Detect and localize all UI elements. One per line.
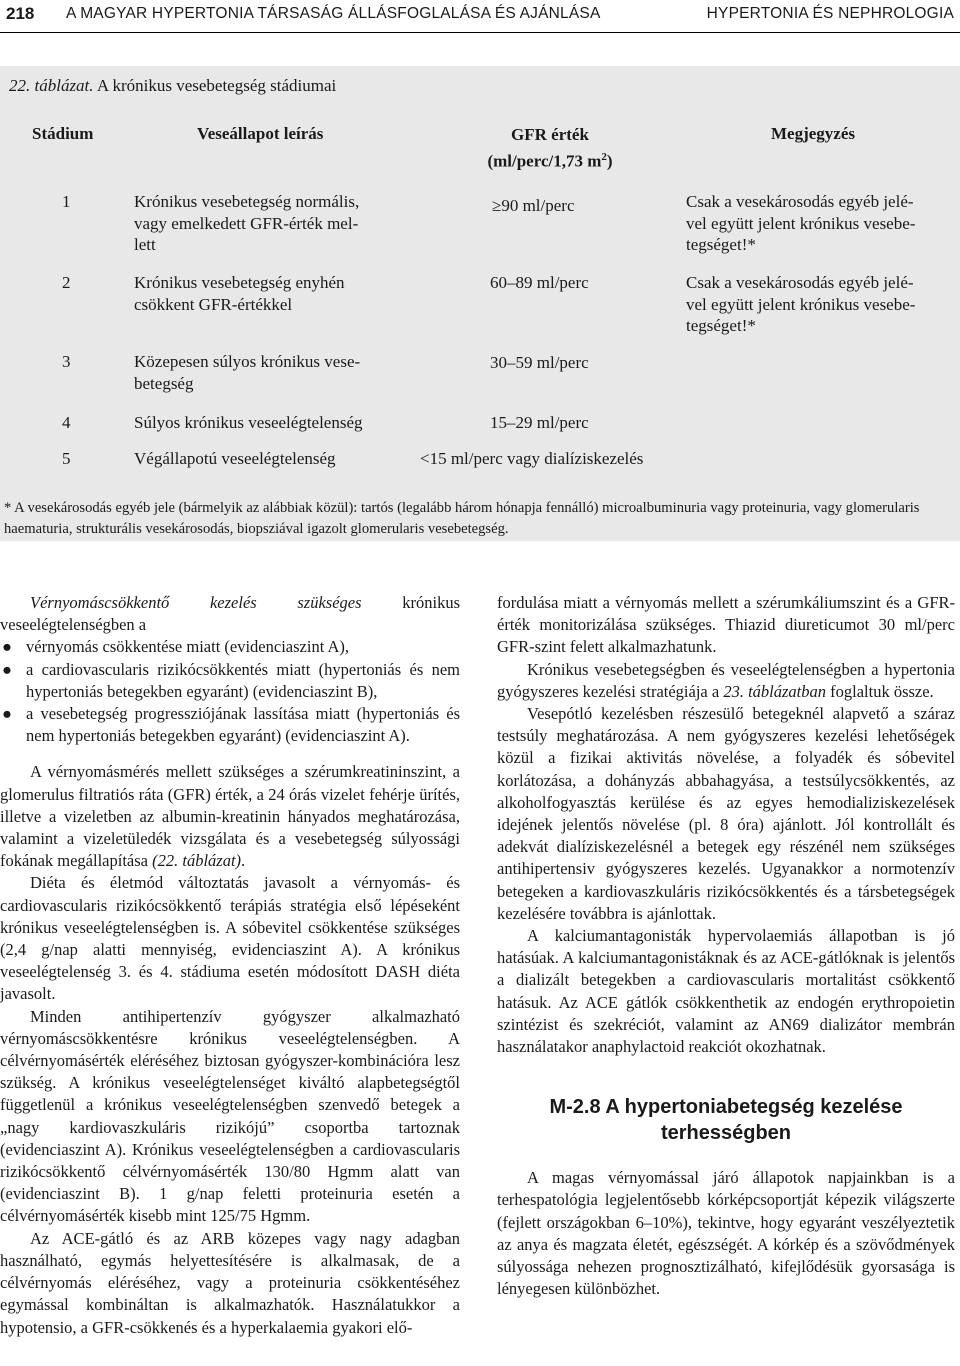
paragraph: Krónikus vesebetegségben és veseelégtelenségben a hypertonia gyógyszeres kezelési stratégiája a 23. táblázatban foglaltuk össze. [497, 659, 955, 701]
row-5-description: Végállapotú veseelégtelenség [134, 449, 336, 468]
row-1-note: Csak a vesekárosodás egyéb jelé- vel együtt jelent krónikus vesebe- tegséget!* [686, 192, 916, 254]
page-number: 218 [6, 4, 35, 23]
paragraph: Minden antihipertenzív gyógyszer alkalmazható vérnyomáscsökkentésre krónikus veseelégtelenségben. A célvérnyomásérték eléréséhez biztosan gyógyszer-kombinációra lesz szükség. A krónikus veseelégtelenséget kiváltó alapbetegségtől függetlenül a krónikus veseelégtelenségben szenvedő betegek a „nagy kardiovaszkuláris rizikójú” csoportba tartoznak (evidenciaszint A). Krónikus veseelégtelenségben a cardiovascularis rizikócsökkentő célvérnyomásérték 130/80 Hgmm alatt van (evidenciaszint B). 1 g/nap feletti proteinuria esetén a célvérnyomásérték kisebb mint 125/75 Hgmm. [0, 1006, 460, 1226]
table-22 [0, 66, 960, 541]
paragraph: A vérnyomásmérés mellett szükséges a szérumkreatininszint, a glomerulus filtratiós ráta (GFR) érték, a 24 órás vizelet fehérje ürítés, illetve a vizeletben az albumin-kreatinin hányados meghatározása, valamint a vizeletüledék vizsgálata és a vesebetegség súlyossági fokának megállapítása (22. táblázat). [0, 762, 460, 871]
section-title: HYPERTONIA ÉS NEPHROLOGIA [706, 5, 954, 22]
row-1-stage: 1 [62, 192, 71, 211]
header-stage: Stádium [32, 124, 94, 143]
table-caption-title: A krónikus vesebetegség stádiumai [96, 76, 337, 95]
list-item: ● vérnyomás csökkentése miatt (evidenciaszint A), [0, 636, 460, 658]
row-2-stage: 2 [62, 273, 71, 292]
paragraph: fordulása miatt a vérnyomás mellett a szérumkáliumszint és a GFR-érték monitorizálása szükséges. Thiazid diureticumot 30 ml/perc GFR-szint felett alkalmazhatunk. [497, 593, 955, 657]
right-column [497, 592, 955, 1300]
header-description: Veseállapot leírás [197, 124, 324, 143]
section-heading: M-2.8 A hypertoniabetegség kezelése terhességben [549, 1096, 903, 1145]
row-1-gfr: ≥90 ml/perc [492, 196, 575, 215]
left-column [0, 592, 460, 1339]
row-5-stage: 5 [62, 449, 71, 468]
row-5-gfr: <15 ml/perc vagy dialíziskezelés [420, 449, 644, 468]
list-item: ● a vesebetegség progressziójának lassítása miatt (hypertoniás és nem hypertoniás betegekben egyaránt) (evidenciaszint A). [2, 704, 460, 746]
table-caption-label: 22. táblázat. [9, 76, 94, 95]
table-footnote: * A vesekárosodás egyéb jele (bármelyik az alábbiak közül): tartós (legalább három hónapja fennálló) microalbuminuria vagy proteinuria, vagy glomerularis haematuria, strukturális vesekárosodás, biopsziával igazolt glomerularis vesebetegség. [4, 500, 920, 537]
row-3-stage: 3 [62, 352, 71, 371]
row-4-description: Súlyos krónikus veseelégtelenség [134, 413, 363, 432]
paragraph: Vesepótló kezelésben részesülő betegeknél alapvető a száraz testsúly meghatározása. A nem gyógyszeres kezelési lehetőségek közül a fizikai aktivitás növelése, a folyadék és sóbevitel korlátozása, a dohányzás abbahagyása, a testsúlycsökkentés, az alkoholfogyasztás kerülése és az egyes hemodializiskezelések idejének jelentős növelése (pl. 8 óra) ajánlott. Jól kontrollált és adekvát dialíziskezelésnél a betegek egy részénél nem szükséges antihipertensiv gyógyszeres kezelés. Ugyanakkor a normotenzív betegeken a kardiovaszkuláris rizikócsökkentés és a társbetegségek kezelésére továbbra is ajánlottak. [497, 704, 955, 923]
bullet-icon: ● [2, 704, 12, 724]
running-header [0, 0, 960, 34]
bullet-icon: ● [2, 637, 12, 657]
header-gfr: GFR érték (ml/perc/1,73 $m^2$) [487, 125, 613, 171]
list-item: ● a cardiovascularis rizikócsökkentés miatt (hypertoniás és nem hypertoniás betegekben egyaránt) (evidenciaszint B), [2, 659, 460, 701]
intro-paragraph: Vérnyomáscsökkentő kezelés szükséges krónikus veseelégtelenségben a [0, 593, 460, 635]
header-rule [0, 32, 960, 33]
row-2-note: Csak a vesekárosodás egyéb jelé- vel együtt jelent krónikus vesebe- tegséget!* [686, 273, 916, 335]
row-3-gfr: 30–59 ml/perc [490, 353, 589, 372]
row-3-description: Közepesen súlyos krónikus vese- betegség [134, 352, 361, 393]
row-4-stage: 4 [62, 413, 71, 432]
row-2-gfr: 60–89 ml/perc [490, 273, 589, 292]
bullet-icon: ● [2, 659, 12, 679]
journal-title: A MAGYAR HYPERTONIA TÁRSASÁG ÁLLÁSFOGLALÁSA ÉS AJÁNLÁSA [66, 5, 601, 22]
paragraph: Diéta és életmód változtatás javasolt a vérnyomás- és cardiovascularis rizikócsökkentő terápiás stratégia első lépéseként krónikus veseelégtelenségben is. A sóbevitel csökkentése szükséges (2,4 g/nap alatti mennyiség, evidenciaszint A). A krónikus veseelégtelenség 3. és 4. stádiuma esetén módosított DASH diéta javasolt. [0, 873, 460, 1004]
paragraph: Az ACE-gátló és az ARB közepes vagy nagy adagban használható, egymás helyettesítésére is alkalmasak, de a célvérnyomás eléréséhez, vagy a proteinuria csökkentéséhez egymással kombináltan is alkalmazhatók. Használatukkor a hypotensio, a GFR-csökkenés és a hyperkalaemia gyakori elő- [0, 1228, 460, 1337]
row-4-gfr: 15–29 ml/perc [490, 413, 589, 432]
row-2-description: Krónikus vesebetegség enyhén csökkent GFR-értékkel [134, 273, 345, 314]
table-caption [9, 76, 336, 96]
paragraph: A magas vérnyomással járó állapotok napjainkban is a terhespatológia legjelentősebb kórképcsoportját képezik világszerte (fejlett országokban 6–10%), tekintve, hogy egyaránt veszélyeztetik az anya és magzata életét, egészségét. A kórkép és a szövődmények súlyossága nehezen prognosztizálható, kifejlődésük gyorsasága is lényegesen különbözhet. [497, 1168, 955, 1299]
bullet-list [0, 636, 460, 747]
header-note: Megjegyzés [771, 124, 856, 143]
paragraph: A kalciumantagonisták hypervolaemiás állapotban is jó hatásúak. A kalciumantagonistáknak és az ACE-gátlóknak is jelentős a dializált betegekben a cardiovascularis mortalitást csökkentő hatásuk. Az ACE gátlók csökkenthetik az endogén erythropoietin szintézist és szekréciót, valamint az AN69 dializátor membrán használatakor anaphylactoid reakciót okozhatnak. [497, 926, 955, 1057]
row-1-description: Krónikus vesebetegség normális, vagy emelkedett GFR-érték mel- lett [134, 192, 360, 254]
